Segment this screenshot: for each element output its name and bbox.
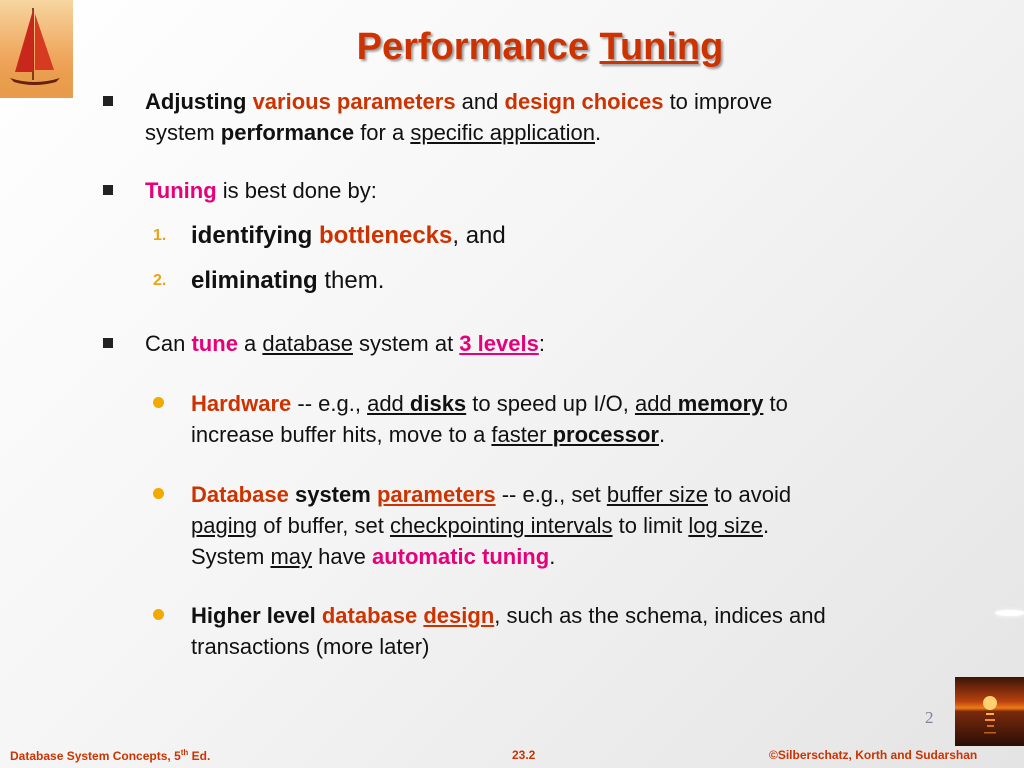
numbered-item-1: 1. identifying bottlenecks, and <box>153 222 506 249</box>
sub-bullet-database-system: Database system parameters -- e.g., set buffer size to avoid paging of buffer, set checkpointing intervals to limit log size. System may have automatic tuning. <box>191 479 951 572</box>
decorative-swoosh <box>995 610 1024 616</box>
footer-copyright: ©Silberschatz, Korth and Sudarshan <box>769 748 978 762</box>
square-bullet-icon <box>103 185 113 195</box>
sub-bullet-hardware: Hardware -- e.g., add disks to speed up I/O, add memory to increase buffer hits, move to a faster processor. <box>191 388 951 450</box>
bullet-adjusting: Adjusting various parameters and design choices to improve system performance for a specific application. <box>145 86 905 148</box>
round-bullet-icon <box>153 609 164 620</box>
bullet-tuning: Tuning is best done by: <box>145 175 905 206</box>
square-bullet-icon <box>103 338 113 348</box>
round-bullet-icon <box>153 397 164 408</box>
round-bullet-icon <box>153 488 164 499</box>
square-bullet-icon <box>103 96 113 106</box>
number-marker: 1. <box>153 227 167 244</box>
footer-book-title: Database System Concepts, 5th Ed. <box>10 748 211 763</box>
footer-section-number: 23.2 <box>512 748 536 762</box>
slide-title: Performance Tuning <box>356 26 724 68</box>
number-marker: 2. <box>153 272 167 289</box>
sub-bullet-higher-level: Higher level database design, such as the schema, indices and transactions (more later) <box>191 600 951 662</box>
page-number: 2 <box>925 708 934 727</box>
bullet-levels: Can tune a database system at 3 levels: <box>145 328 905 359</box>
numbered-item-2: 2. eliminating them. <box>153 267 385 294</box>
sunset-image-icon <box>955 677 1024 746</box>
title-underlined-word: Tuning <box>599 26 724 68</box>
